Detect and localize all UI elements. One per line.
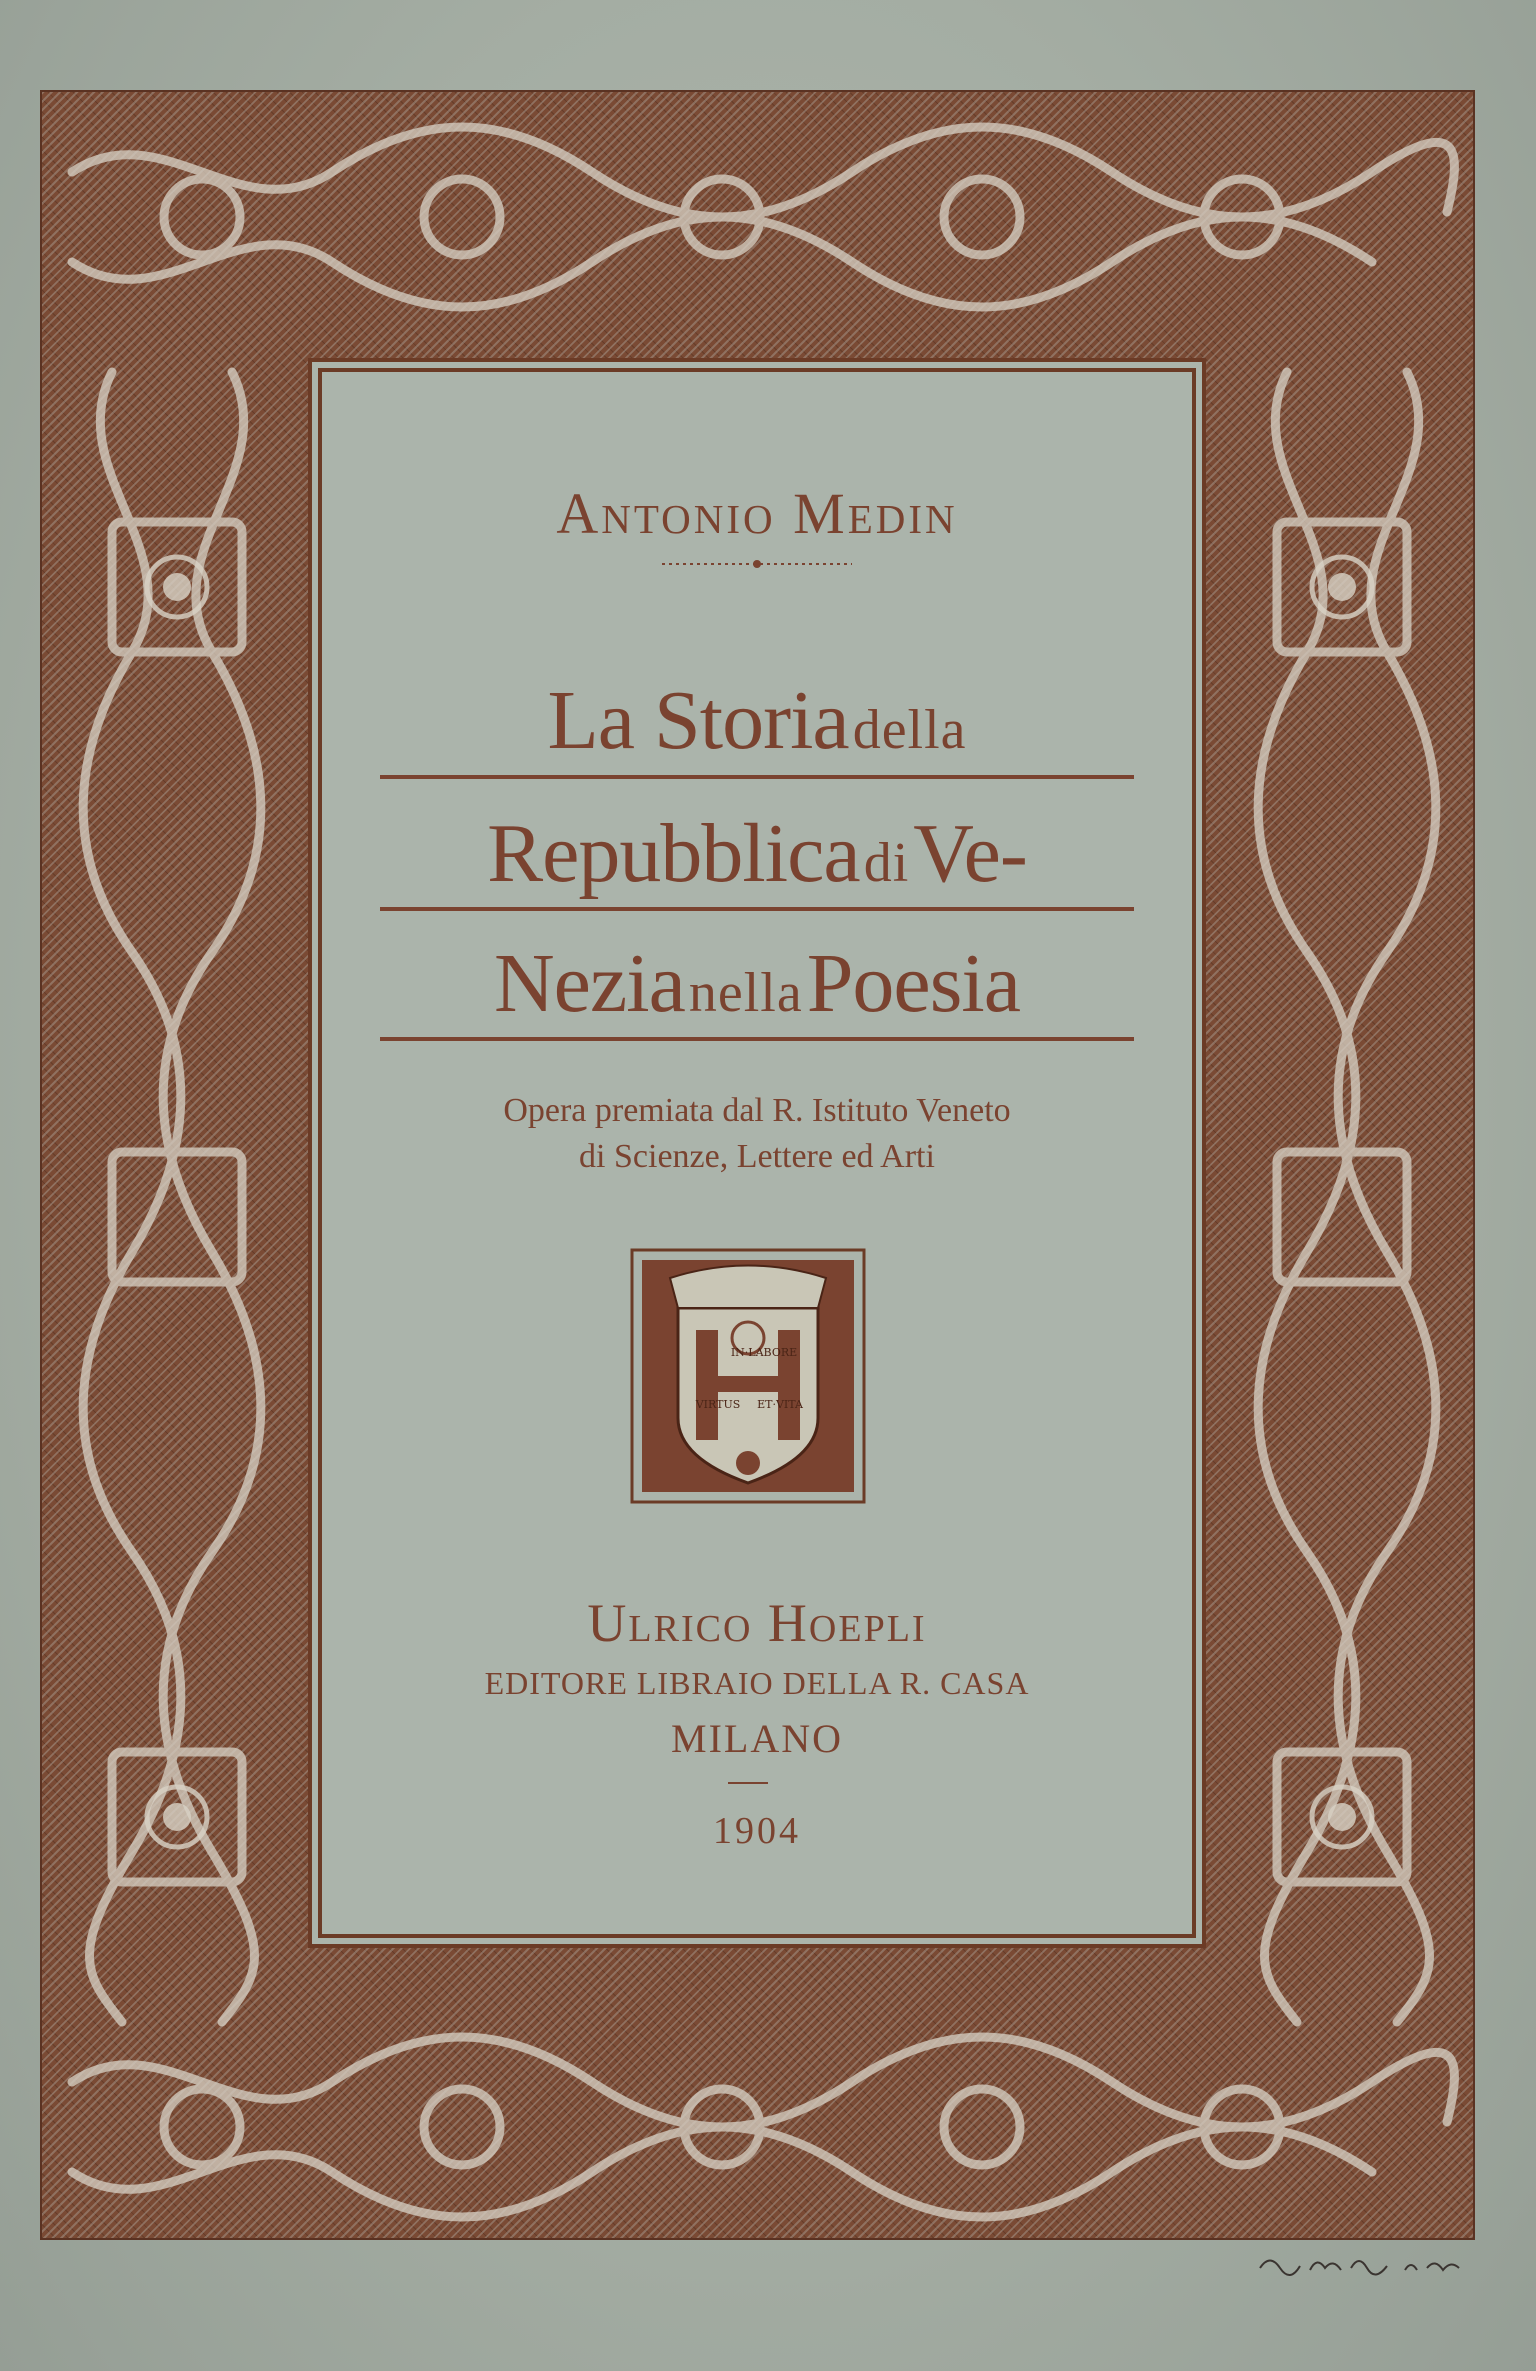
publisher-emblem <box>630 1248 866 1504</box>
title-word: Repubblica <box>487 807 860 900</box>
title-rule <box>380 907 1134 911</box>
title-line-3 <box>382 935 1132 1032</box>
title-rule <box>380 1037 1134 1041</box>
title-word: Poesia <box>806 937 1020 1030</box>
title-word: di <box>863 832 910 894</box>
publication-year: 1904 <box>713 1810 801 1852</box>
year-divider <box>728 1782 768 1784</box>
subtitle-line-1: Opera premiata dal R. Istituto Veneto <box>503 1092 1011 1129</box>
publisher-city: MILANO <box>671 1716 843 1761</box>
title-line-2 <box>382 805 1132 902</box>
publisher-description: EDITORE LIBRAIO DELLA R. CASA <box>484 1665 1030 1701</box>
title-word: La Storia <box>547 674 849 767</box>
title-word: Nezia <box>494 937 685 1030</box>
emblem-motto-top: IN·LABORE <box>730 1346 798 1359</box>
title-word: nella <box>688 962 803 1024</box>
emblem-motto-left: VIRTUS <box>695 1398 741 1411</box>
subtitle-line-2: di Scienze, Lettere ed Arti <box>579 1138 935 1175</box>
emblem-motto-right: ET·VITA <box>757 1398 803 1411</box>
title-panel <box>318 368 1196 1938</box>
title-word: Ve- <box>913 807 1027 900</box>
engraver-signature <box>1255 2248 1465 2278</box>
dotted-ornament <box>662 557 852 571</box>
title-word: della <box>852 699 967 761</box>
title-line-1 <box>382 672 1132 769</box>
author-name: Antonio Medin <box>556 481 958 546</box>
publisher-name: Ulrico Hoepli <box>587 1593 927 1653</box>
title-rule <box>380 775 1134 779</box>
